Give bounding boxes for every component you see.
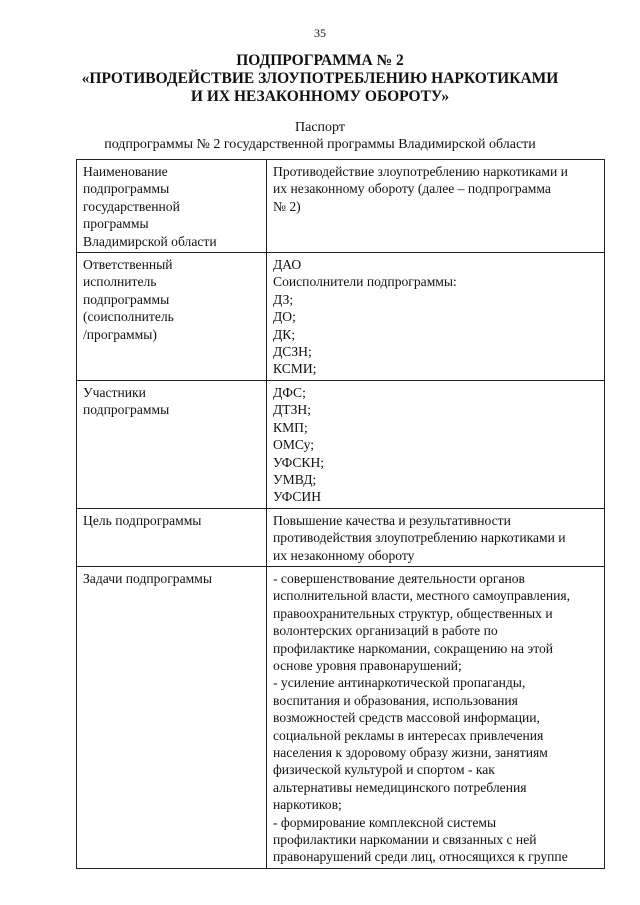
table-row-participants [77, 380, 605, 508]
row-label: Задачи подпрограммы [77, 566, 267, 868]
row-label: Ответственный исполнитель подпрограммы (соисполнитель /программы) [77, 253, 267, 381]
row-value: Повышение качества и результативности противодействия злоупотреблению наркотиками и их незаконному обороту [267, 508, 605, 566]
row-label: Наименование подпрограммы государственной программы Владимирской области [77, 160, 267, 253]
title-line: ПОДПРОГРАММА № 2 [236, 52, 404, 69]
row-label: Цель подпрограммы [77, 508, 267, 566]
table-row-executor [77, 253, 605, 381]
title-line: И ИХ НЕЗАКОННОМУ ОБОРОТУ» [190, 88, 450, 105]
passport-subheading: подпрограммы № 2 государственной программы Владимирской области [104, 137, 536, 152]
row-value: ДАО Соисполнители подпрограммы: ДЗ; ДО; ДК; ДСЗН; КСМИ; [267, 253, 605, 381]
passport-heading: Паспорт [295, 120, 345, 135]
row-value: ДФС; ДТЗН; КМП; ОМСу; УФСКН; УМВД; УФСИН [267, 380, 605, 508]
row-value: Противодействие злоупотреблению наркотиками и их незаконному обороту (далее – подпрограмма № 2) [267, 160, 605, 253]
row-label: Участники подпрограммы [77, 380, 267, 508]
subprogram-title [60, 52, 580, 106]
table-row-tasks [77, 566, 605, 868]
passport-table [76, 159, 605, 869]
table-row-goal [77, 508, 605, 566]
page-number: 35 [314, 26, 326, 40]
row-value: - совершенствование деятельности органов исполнительной власти, местного самоуправления, правоохранительных структур, общественных и волонтерских организаций в работе по профилактике наркомании, сокращению на этой основе уровня правонарушений; - усиление антинаркотической пропаганды, воспитания и образования, использования возможностей средств массовой информации, социальной рекламы в интересах привлечения населения к здоровому образу жизни, занятиям физической культурой и спортом - как альтернативы немедицинского потребления наркотиков; - формирование комплексной системы профилактики наркомании и связанных с ней правонарушений среди лиц, относящихся к группе [267, 566, 605, 868]
title-line: «ПРОТИВОДЕЙСТВИЕ ЗЛОУПОТРЕБЛЕНИЮ НАРКОТИКАМИ [81, 70, 559, 87]
table-row-name [77, 160, 605, 253]
